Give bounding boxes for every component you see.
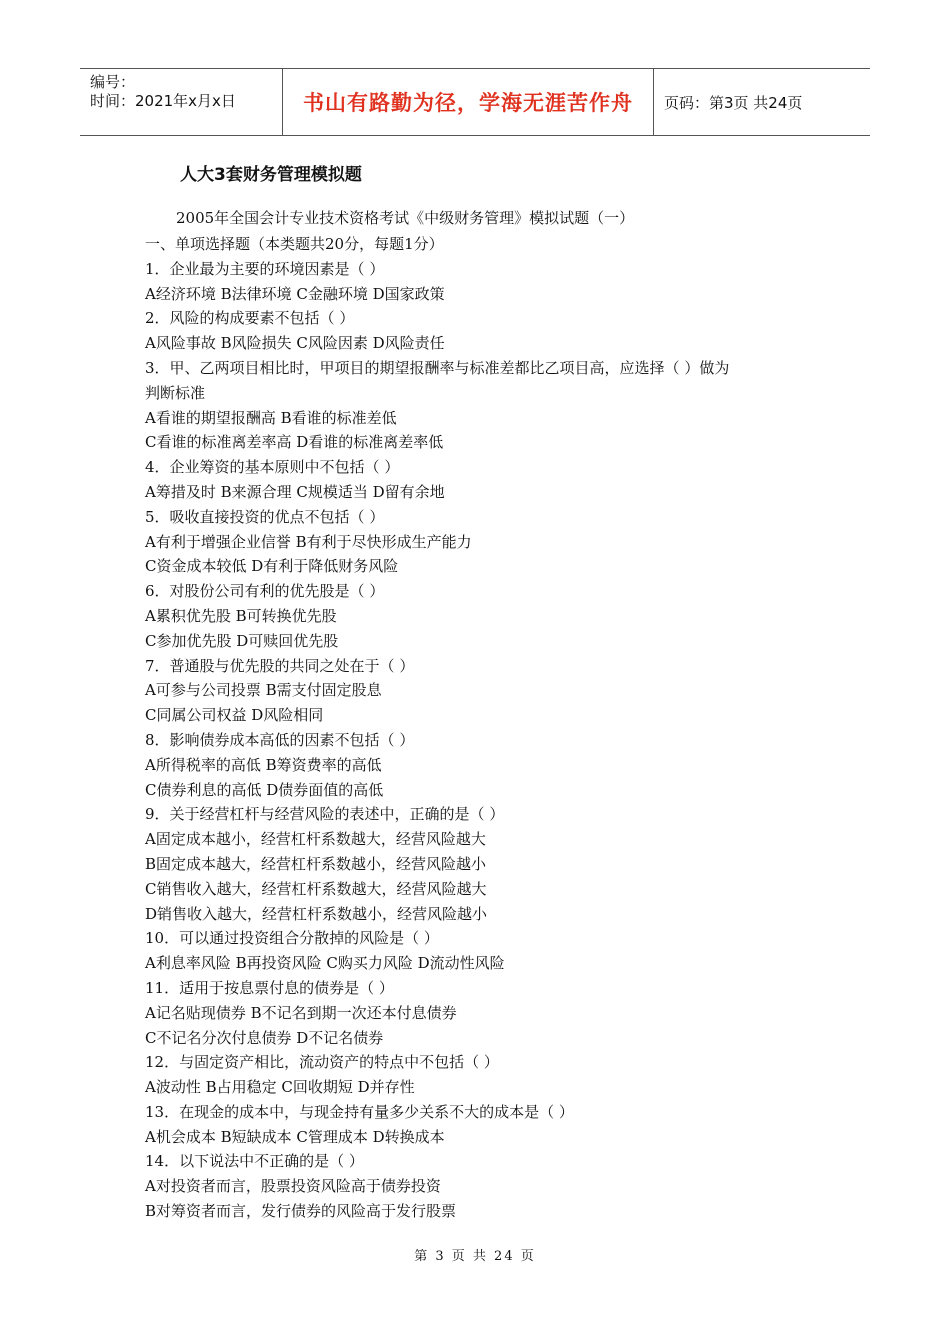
body-line: A记名贴现债券 B不记名到期一次还本付息债券 <box>145 1003 457 1022</box>
body-line: 判断标准 <box>145 383 206 402</box>
body-line: B固定成本越大，经营杠杆系数越小，经营风险越小 <box>145 854 487 873</box>
body-line: C参加优先股 D可赎回优先股 <box>145 631 339 650</box>
document-title: 人大3套财务管理模拟题 <box>180 165 362 185</box>
document-number-label: 编号： <box>90 73 136 91</box>
body-line: A有利于增强企业信誉 B有利于尽快形成生产能力 <box>145 532 472 551</box>
body-line: C资金成本较低 D有利于降低财务风险 <box>145 557 399 576</box>
body-line: 5．吸收直接投资的优点不包括（ ） <box>145 507 385 526</box>
body-line: 10．可以通过投资组合分散掉的风险是（ ） <box>145 929 439 948</box>
body-line: D销售收入越大，经营杠杆系数越小，经营风险越小 <box>145 904 488 923</box>
body-line: A风险事故 B风险损失 C风险因素 D风险责任 <box>145 334 445 353</box>
header-meta <box>80 69 282 135</box>
body-line: A对投资者而言，股票投资风险高于债券投资 <box>145 1177 441 1196</box>
body-line: A可参与公司投票 B需支付固定股息 <box>145 681 382 700</box>
page-header <box>80 68 870 136</box>
body-line: 2．风险的构成要素不包括（ ） <box>145 309 355 328</box>
header-page-label: 页码：第3页 共24页 <box>664 93 803 112</box>
document-time-label: 时间：2021年x月x日 <box>90 92 236 110</box>
body-line: 13．在现金的成本中，与现金持有量多少关系不大的成本是（ ） <box>145 1102 574 1121</box>
body-line: 7．普通股与优先股的共同之处在于（ ） <box>145 656 415 675</box>
body-line: A波动性 B占用稳定 C回收期短 D并存性 <box>145 1078 415 1097</box>
body-line: A固定成本越小，经营杠杆系数越大，经营风险越大 <box>145 830 486 849</box>
body-line: 9．关于经营杠杆与经营风险的表述中，正确的是（ ） <box>145 805 505 824</box>
document-body <box>145 232 815 1224</box>
body-line: A累积优先股 B可转换优先股 <box>145 606 337 625</box>
body-line: 4．企业筹资的基本原则中不包括（ ） <box>145 458 400 477</box>
body-line: C看谁的标准离差率高 D看谁的标准离差率低 <box>145 433 444 452</box>
body-line: C同属公司权益 D风险相同 <box>145 706 324 725</box>
body-line: 11．适用于按息票付息的债券是（ ） <box>145 978 394 997</box>
body-line: A利息率风险 B再投资风险 C购买力风险 D流动性风险 <box>145 954 505 973</box>
body-line: A看谁的期望报酬高 B看谁的标准差低 <box>145 408 397 427</box>
header-motto: 书山有路勤为径，学海无涯苦作舟 <box>282 69 654 135</box>
body-line: A经济环境 B法律环境 C金融环境 D国家政策 <box>145 284 445 303</box>
document-subtitle: 2005年全国会计专业技术资格考试《中级财务管理》模拟试题（一） <box>176 209 635 227</box>
page-footer: 第 3 页 共 24 页 <box>414 1249 536 1264</box>
body-line: 12．与固定资产相比，流动资产的特点中不包括（ ） <box>145 1053 499 1072</box>
body-line: 1．企业最为主要的环境因素是（ ） <box>145 259 385 278</box>
body-line: A筹措及时 B来源合理 C规模适当 D留有余地 <box>145 482 445 501</box>
body-line: 14．以下说法中不正确的是（ ） <box>145 1152 364 1171</box>
body-line: 一、单项选择题（本类题共20分，每题1分） <box>145 235 444 253</box>
body-line: 8．影响债券成本高低的因素不包括（ ） <box>145 730 415 749</box>
body-line: B对筹资者而言，发行债券的风险高于发行股票 <box>145 1202 457 1221</box>
body-line: C不记名分次付息债券 D不记名债券 <box>145 1028 384 1047</box>
body-line: A所得税率的高低 B筹资费率的高低 <box>145 755 382 774</box>
body-line: C债券利息的高低 D债券面值的高低 <box>145 780 384 799</box>
body-line: 6．对股份公司有利的优先股是（ ） <box>145 582 385 601</box>
body-line: 3．甲、乙两项目相比时，甲项目的期望报酬率与标准差都比乙项目高，应选择（ ）做为 <box>145 358 730 377</box>
body-line: C销售收入越大，经营杠杆系数越大，经营风险越大 <box>145 879 487 898</box>
body-line: A机会成本 B短缺成本 C管理成本 D转换成本 <box>145 1127 445 1146</box>
